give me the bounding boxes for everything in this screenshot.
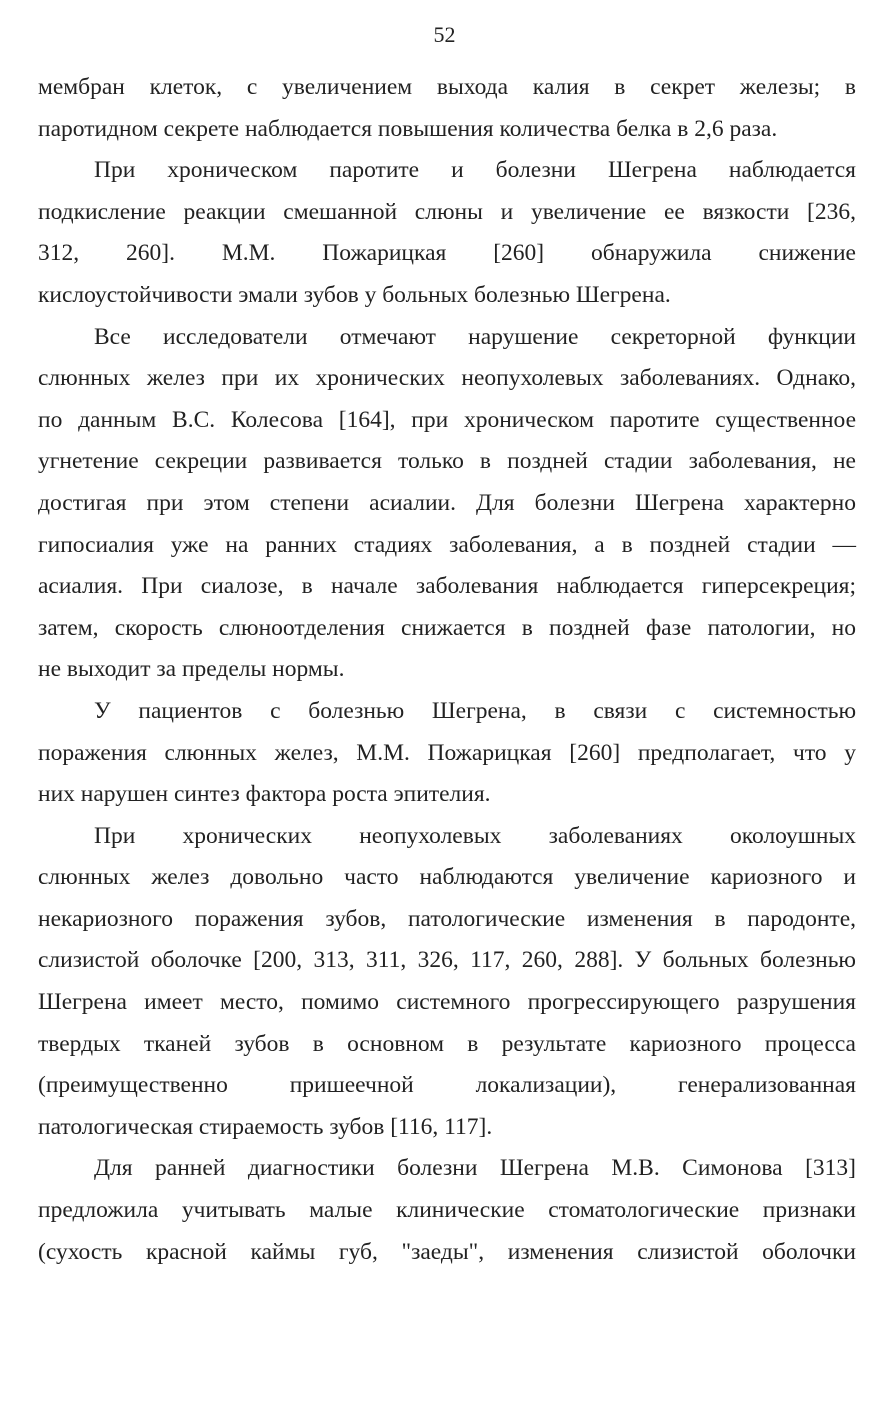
text-line: асиалия. При сиалозе, в начале заболевания наблюдается гиперсекреция; [38, 573, 856, 600]
text-line: затем, скорость слюноотделения снижается в поздней фазе патологии, но [38, 614, 856, 641]
text-line: При хронических неопухолевых заболеваниях околоушных [94, 822, 856, 849]
text-line: твердых тканей зубов в основном в результате кариозного процесса [38, 1030, 856, 1057]
text-line: угнетение секреции развивается только в поздней стадии заболевания, не [38, 448, 856, 475]
text-line: некариозного поражения зубов, патологические изменения в пародонте, [38, 905, 856, 932]
text-line: предложила учитывать малые клинические стоматологические признаки [38, 1197, 856, 1224]
text-line: 312, 260]. М.М. Пожарицкая [260] обнаружила снижение [38, 240, 856, 267]
text-line: кислоустойчивости эмали зубов у больных болезнью Шегрена. [38, 281, 671, 308]
text-line: гипосиалия уже на ранних стадиях заболевания, а в поздней стадии — [38, 531, 856, 558]
text-line: Для ранней диагностики болезни Шегрена М.В. Симонова [313] [94, 1155, 856, 1182]
text-line: не выходит за пределы нормы. [38, 656, 345, 683]
text-line: Шегрена имеет место, помимо системного прогрессирующего разрушения [38, 989, 856, 1016]
body-text [38, 67, 856, 1273]
paragraph [38, 691, 856, 816]
text-line: патологическая стираемость зубов [116, 117]. [38, 1113, 493, 1140]
text-line: слизистой оболочке [200, 313, 311, 326, 117, 260, 288]. У больных болезнью [38, 947, 856, 974]
paragraph [38, 816, 856, 1149]
page-number: 52 [433, 22, 456, 47]
paragraph [38, 67, 856, 150]
text-line: При хроническом паротите и болезни Шегрена наблюдается [94, 157, 856, 184]
text-line: слюнных желез при их хронических неопухолевых заболеваниях. Однако, [38, 365, 856, 392]
text-line: У пациентов с болезнью Шегрена, в связи с системностью [94, 697, 856, 724]
text-line: достигая при этом степени асиалии. Для болезни Шегрена характерно [38, 489, 856, 516]
text-line: по данным В.С. Колесова [164], при хроническом паротите существенное [38, 406, 856, 433]
text-line: них нарушен синтез фактора роста эпителия. [38, 781, 491, 808]
text-line: слюнных желез довольно часто наблюдаются увеличение кариозного и [38, 864, 856, 891]
text-line: Все исследователи отмечают нарушение секреторной функции [94, 323, 856, 350]
text-line: (преимущественно пришеечной локализации), генерализованная [38, 1072, 856, 1099]
paragraph [38, 1148, 856, 1273]
paragraph [38, 317, 856, 691]
paragraph [38, 150, 856, 316]
text-line: подкисление реакции смешанной слюны и увеличение ее вязкости [236, [38, 198, 856, 225]
text-line: поражения слюнных желез, М.М. Пожарицкая [260] предполагает, что у [38, 739, 856, 766]
text-line: паротидном секрете наблюдается повышения количества белка в 2,6 раза. [38, 115, 778, 142]
text-line: (сухость красной каймы губ, "заеды", изменения слизистой оболочки [38, 1238, 856, 1265]
text-line: мембран клеток, с увеличением выхода калия в секрет железы; в [38, 74, 856, 100]
